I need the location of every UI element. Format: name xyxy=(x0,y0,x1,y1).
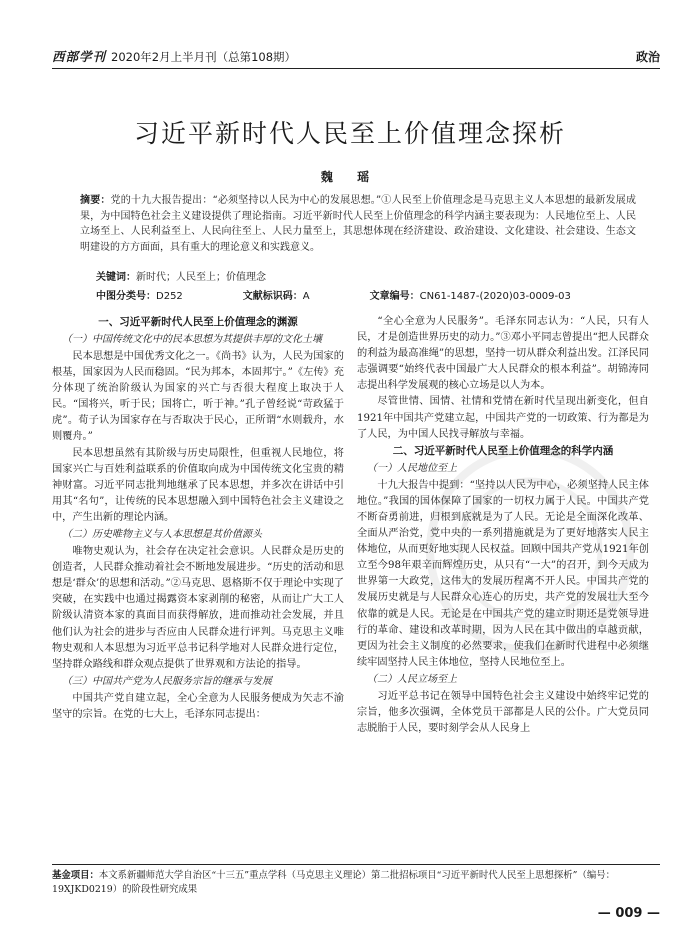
watermark-icon xyxy=(420,440,640,660)
running-header xyxy=(52,44,660,69)
paragraph: 中国共产党自建立起，全心全意为人民服务便成为矢志不渝坚守的宗旨。在党的七大上，毛泽东同志提出： xyxy=(52,692,344,720)
section-name: 政治 xyxy=(635,50,660,64)
paragraph: 唯物史观认为，社会存在决定社会意识。人民群众是历史的创造者，人民群众推动着社会不断地发展进步。“历史的活动和思想是‘群众’的思想和活动。”②马克思、恩格斯不仅于理论中实现了突破，在实践中也通过揭露资本家剥削的秘密，从而让广大工人阶级认清资本家的真面目而获得解放，进而推动社会发展，并且他们认为社会的进步与否应由人民群众进行评判。马克思主义唯物史观和人本思想为习近平总书记科学地对人民群众进行定位，坚持群众路线和群众观点提供了世界观和方法论的指导。 xyxy=(52,546,344,670)
left-column xyxy=(52,314,344,723)
subsection-heading: （三）中国共产党为人民服务宗旨的继承与发展 xyxy=(62,675,272,687)
clc-label: 中图分类号： xyxy=(96,291,156,302)
section-heading: 二、习近平新时代人民至上价值理念的科学内涵 xyxy=(392,444,614,457)
footnote xyxy=(52,864,660,896)
paragraph: “全心全意为人民服务”。毛泽东同志认为：“人民，只有人民，才是创造世界历史的动力。”③邓小平同志曾提出“把人民群众的利益为最高准绳”的思想，坚持一切从群众利益出发。江泽民同志强调要“始终代表中国最广大人民群众的根本利益”。胡锦涛同志提出科学发展观的核心立场是以人为本。 xyxy=(357,316,649,392)
paragraph: 习近平总书记在领导中国特色社会主义建设中始终牢记党的宗旨，他多次强调，全体党员干部都是人民的公仆。广大党员同志脱胎于人民，要时刻学会从人民身上 xyxy=(357,690,649,735)
page-number: — 009 — xyxy=(597,906,660,921)
abstract xyxy=(80,193,636,255)
art-value: CN61-1487-(2020)03-0009-03 xyxy=(419,291,571,302)
article-number xyxy=(370,287,571,302)
doc-value: A xyxy=(302,291,310,302)
keywords-text: 新时代；人民至上；价值理念 xyxy=(136,272,266,283)
subsection-heading: （二）人民立场至上 xyxy=(367,673,457,685)
art-label: 文章编号： xyxy=(369,291,420,302)
clc-value: D252 xyxy=(156,291,183,302)
footnote-label: 基金项目： xyxy=(52,870,99,881)
clc-number xyxy=(96,287,183,302)
keywords-label: 关键词： xyxy=(96,272,136,283)
article-title: 习近平新时代人民至上价值理念探析 xyxy=(133,119,566,148)
journal-logo: 西部学刊 xyxy=(52,49,107,64)
subsection-heading: （一）中国传统文化中的民本思想为其提供丰厚的文化土壤 xyxy=(62,334,322,345)
doc-label: 文献标识码： xyxy=(242,291,303,302)
paragraph: 十九大报告中提到：“坚持以人民为中心，必须坚持人民主体地位。”我国的国体保障了国家的一切权力属于人民。中国共产党不断奋勇前进，归根到底就是为了人民。无论是全面深化改革、全面从严治党，党中央的一系列措施就是为了更好地落实人民主体地位，从而更好地实现人民权益。回顾中国共产党从1921年创立至今98年艰辛而辉煌历史，从只有“一大”的召开，到今天成为世界第一大政党，这伟大的发展历程离不开人民。中国共产党的发展历史就是与人民群众心连心的历史，共产党的发展壮大至今依靠的就是人民。无论是在中国共产党的建立时期还是党领导进行的革命、建设和改革时期，因为人民在其中做出的卓越贡献，更因为社会主义制度的必然要求，使我们在新时代进程中必须继续牢固坚持人民主体地位，坚持人民地位至上。 xyxy=(357,479,649,668)
footnote-text: 本文系新疆师范大学自治区“十三五”重点学科（马克思主义理论）第二批招标项目“习近平新时代人民至上思想探析”（编号：19XJKD0219）的阶段性研究成果 xyxy=(52,870,615,895)
classification-line xyxy=(96,287,636,302)
subsection-heading: （二）历史唯物主义与人本思想是其价值源头 xyxy=(62,529,262,541)
paragraph: 尽管世情、国情、社情和党情在新时代呈现出新变化，但自1921年中国共产党建立起，中国共产党的一切政策、行为都是为了人民，为中国人民找寻解放与幸福。 xyxy=(357,396,649,440)
keywords xyxy=(96,268,266,283)
section-heading: 一、习近平新时代人民至上价值理念的渊源 xyxy=(98,316,298,328)
doc-code xyxy=(243,287,310,302)
issue-info: 2020年2月上半月刊（总第108期） xyxy=(111,50,297,64)
paragraph: 民本思想是中国优秀文化之一。《尚书》认为，人民为国家的根基，国家因为人民而稳固。“民为邦本，本固邦宁。”《左传》充分体现了统治阶级认为国家的兴亡与否很大程度上取决于人民。“国将兴，听于民；国将亡，听于神。”孔子曾经说“苛政猛于虎”。荀子认为国家存在与否取决于民心，正所谓“水则载舟，水则覆舟。” xyxy=(52,351,344,443)
paragraph: 民本思想虽然有其阶级与历史局限性，但重视人民地位，将国家兴亡与百姓利益联系的价值取向成为中国传统文化宝贵的精神财富。习近平同志批判地继承了民本思想，并多次在讲话中引用其“名句”，让传统的民本思想融入到中国特色社会主义建设之中，产生出新的理论内涵。 xyxy=(52,447,344,523)
article-author: 魏 瑶 xyxy=(320,170,380,184)
subsection-heading: （一）人民地位至上 xyxy=(367,462,457,474)
abstract-label: 摘要： xyxy=(80,195,111,206)
abstract-text: 党的十九大报告提出：“必须坚持以人民为中心的发展思想。”①人民至上价值理念是马克思主义人本思想的最新发展成果，为中国特色社会主义建设提供了理论指南。习近平新时代人民至上价值理念的科学内涵主要表现为：人民地位至上、人民立场至上、人民利益至上、人民向往至上、人民力量至上，其思想体现在经济建设、政治建设、文化建设、社会建设、生态文明建设的方方面面，具有重大的理论意义和实践意义。 xyxy=(80,195,636,253)
